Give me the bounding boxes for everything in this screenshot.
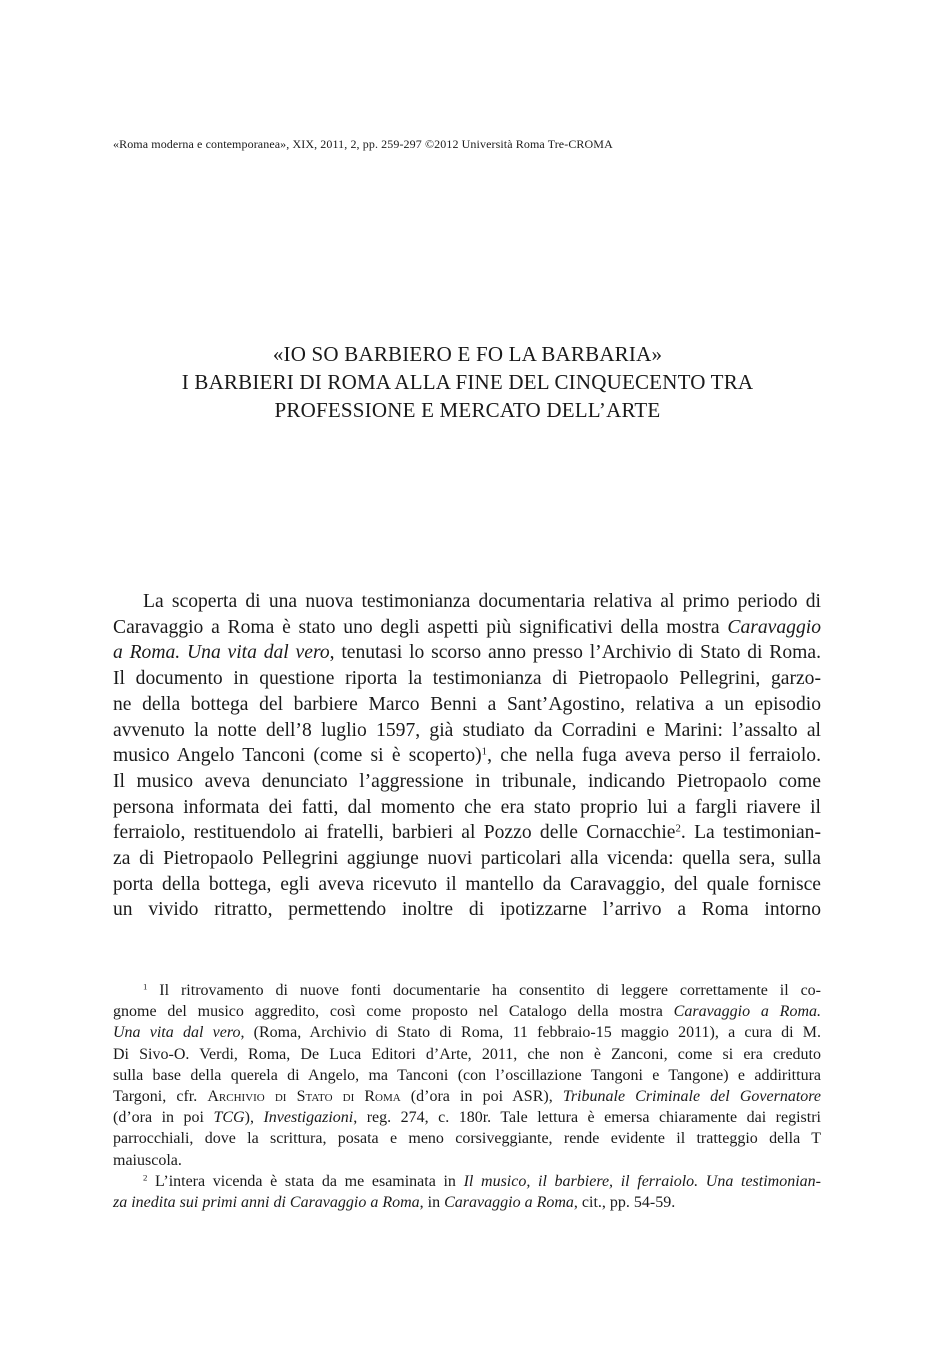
footnotes-section	[113, 980, 821, 1213]
footnote-reference-2[interactable]: 2	[675, 822, 681, 835]
footnote-reference-1[interactable]: 1	[481, 745, 488, 758]
body-line: Il musico aveva denunciato l’aggressione in tribunale, indicando Pietropaolo come	[113, 770, 821, 792]
footnote-marker-2: 2	[143, 1172, 148, 1183]
body-text-run: . La testimonian-	[680, 822, 821, 844]
footnote-text-run: Targoni, cfr.	[113, 1088, 208, 1106]
body-text-run: ferraiolo, restituendolo ai fratelli, barbieri al Pozzo delle Cornacchie	[113, 822, 676, 844]
footnote-marker-1: 1	[143, 981, 148, 992]
exhibition-title-italic: Caravaggio	[727, 616, 821, 638]
body-line: persona informata dei fatti, dal momento che era stato proprio lui a fargli riavere il	[113, 796, 821, 818]
footnote-line: sulla base della querela di Angelo, ma Tanconi (con l’oscillazione Tangoni e Tangone) e addirittura	[113, 1066, 821, 1084]
footnote-text-run: , in	[419, 1194, 445, 1212]
body-paragraph	[113, 589, 821, 923]
footnote-line: Di Sivo-O. Verdi, Roma, De Luca Editori d’Arte, 2011, che non è Zanconi, come si era creduto	[113, 1045, 821, 1063]
footnote-line	[113, 1192, 821, 1213]
footnote-text-run: , (Roma, Archivio di Stato di Roma, 11 febbraio-15 maggio 2011), a cura di M.	[240, 1024, 822, 1042]
body-line: Il documento in questione riporta la testimonianza di Pietropaolo Pellegrini, garzo-	[113, 668, 821, 690]
archive-name-smallcaps: Archivio di Stato di Roma	[207, 1088, 401, 1106]
footnote-line: maiuscola.	[113, 1151, 182, 1169]
essay-title-italic: Il musico, il barbiere, il ferraiolo. Una testimonian-	[463, 1172, 822, 1190]
footnote-line	[113, 1022, 821, 1043]
body-text-run: Caravaggio a Roma è stato uno degli aspetti più significativi della mostra	[113, 616, 728, 638]
footnote-line	[113, 1107, 821, 1128]
body-line: un vivido ritratto, permettendo inoltre di ipotizzarne l’arrivo a Roma intorno	[113, 899, 821, 921]
body-line: porta della bottega, egli aveva ricevuto il mantello da Caravaggio, del quale fornisce	[113, 873, 821, 895]
footnote-text-run: (d’ora in poi ASR),	[400, 1088, 563, 1106]
body-line: za di Pietropaolo Pellegrini aggiunge nuovi particolari alla vicenda: quella sera, sulla	[113, 848, 821, 870]
exhibition-title-italic: a Roma. Una vita dal vero	[113, 642, 330, 664]
body-line: ne della bottega del barbiere Marco Benni a Sant’Agostino, relativa a un episodio	[113, 693, 821, 715]
body-line	[113, 640, 821, 666]
fonds-title-italic: Tribunale Criminale del Governatore	[562, 1088, 821, 1106]
body-line	[113, 743, 821, 769]
catalogue-title-italic: Caravaggio a Roma	[444, 1194, 574, 1212]
body-text-run: musico Angelo Tanconi (come si è scoperto)	[113, 745, 482, 767]
catalogue-title-italic: Una vita dal vero	[113, 1024, 241, 1042]
body-text-run: , tenutasi lo scorso anno presso l’Archivio di Stato di Roma.	[329, 642, 821, 664]
footnote-1	[113, 980, 821, 1171]
footnote-line	[113, 980, 821, 1001]
footnote-text-run: (d’ora in poi	[113, 1109, 214, 1127]
footnote-text-run: Il ritrovamento di nuove fonti documentarie ha consentito di leggere correttamente il co-	[147, 982, 821, 999]
body-text-run: , che nella fuga aveva perso il ferraiolo.	[487, 745, 821, 767]
catalogue-title-italic: Caravaggio a Roma.	[673, 1003, 822, 1021]
footnote-text-run: L’intera vicenda è stata da me esaminata in	[147, 1172, 464, 1190]
footnote-text-run: , cit., pp. 54-59.	[573, 1194, 676, 1212]
footnote-line: parrocchiali, dove la scrittura, posata e meno corsiveggiante, rende evidente il tratteggio della T	[113, 1130, 821, 1148]
body-line: La scoperta di una nuova testimonianza documentaria relativa al primo periodo di	[143, 591, 821, 612]
essay-title-italic: za inedita sui primi anni di Caravaggio a Roma	[113, 1194, 420, 1212]
title-line-3: PROFESSIONE E MERCATO DELL’ARTE	[274, 398, 661, 422]
footnote-text-run: ),	[244, 1109, 264, 1127]
body-line	[113, 615, 821, 641]
footnote-line	[113, 1001, 821, 1022]
title-line-2: I BARBIERI DI ROMA ALLA FINE DEL CINQUECENTO TRA	[181, 370, 754, 394]
body-line: avvenuto la notte dell’8 luglio 1597, già studiato da Corradini e Marini: l’assalto al	[113, 719, 821, 741]
footnote-line	[113, 1086, 821, 1107]
body-line	[113, 820, 821, 846]
footnote-line	[113, 1171, 821, 1192]
series-title-italic: Investigazioni	[263, 1109, 354, 1127]
footnote-2	[113, 1171, 821, 1213]
footnote-text-run: gnome del musico aggredito, così come proposto nel Catalogo della mostra	[113, 1003, 674, 1021]
article-title	[100, 340, 835, 424]
title-line-1: «IO SO BARBIERO E FO LA BARBARIA»	[272, 342, 663, 366]
footnote-text-run: , reg. 274, c. 180r. Tale lettura è emersa chiaramente dai registri	[353, 1109, 821, 1127]
abbreviation-italic: TCG	[213, 1109, 245, 1127]
running-header-citation: «Roma moderna e contemporanea», XIX, 2011, 2, pp. 259-297 ©2012 Università Roma Tre-CROMA	[113, 137, 613, 151]
